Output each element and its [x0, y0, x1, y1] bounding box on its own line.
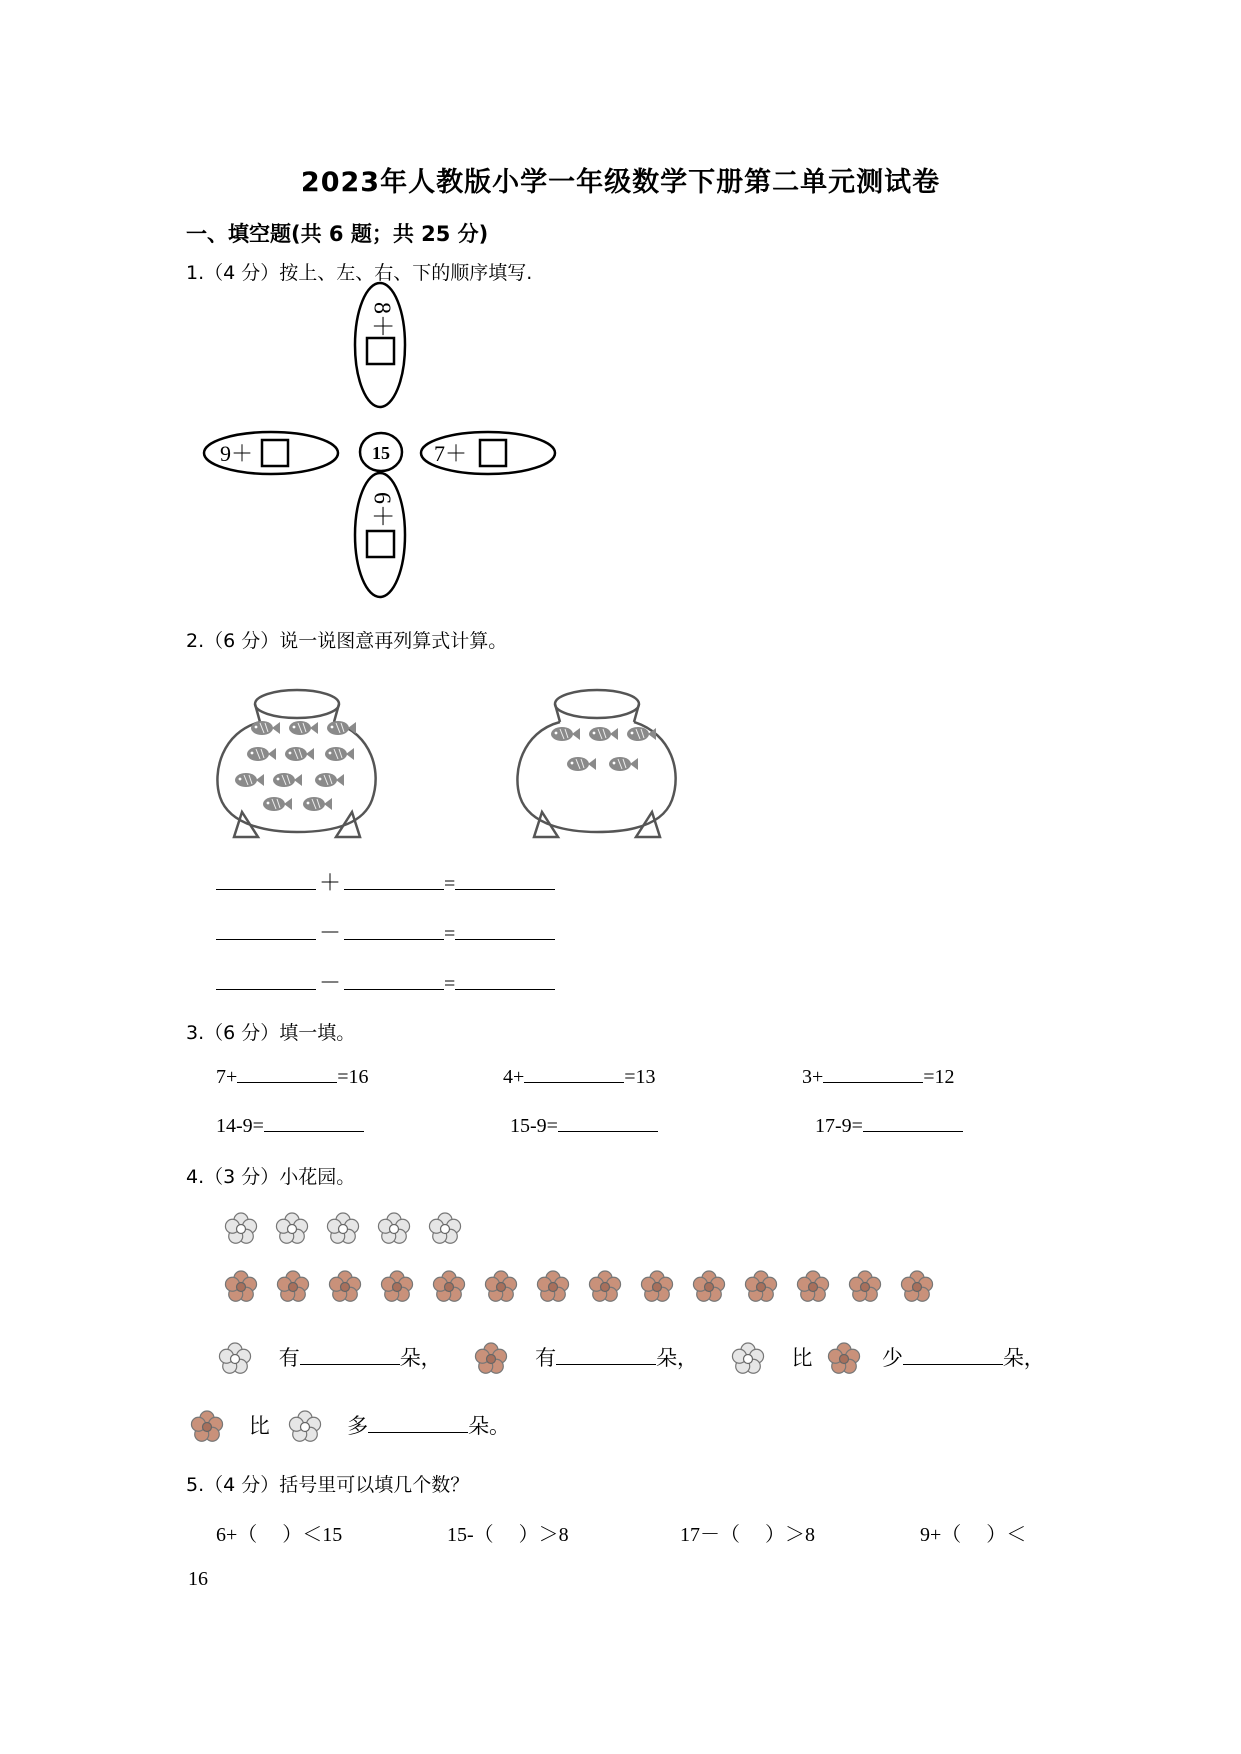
- pink-flower-icon: [536, 1270, 570, 1304]
- white-flower-icon: [377, 1212, 411, 1246]
- pink-flower-icon: [190, 1414, 224, 1438]
- q3-item: 7+ =16: [216, 1066, 369, 1088]
- fish-icon: [325, 747, 354, 761]
- q2-equation-1: ＋ =: [216, 866, 555, 897]
- question-2-text: 2.（6 分）说一说图意再列算式计算。: [186, 630, 508, 652]
- answer-blank[interactable]: [237, 1081, 337, 1083]
- left-answer-box: [262, 440, 288, 466]
- pink-flower-icon: [474, 1346, 508, 1370]
- answer-blank[interactable]: [558, 1130, 658, 1132]
- pink-flower-icon: [328, 1270, 362, 1304]
- answer-blank[interactable]: [455, 938, 555, 940]
- bottom-answer-box: [367, 531, 394, 557]
- q3-item: 4+ =13: [503, 1066, 656, 1088]
- question-5-text: 5.（4 分）括号里可以填几个数？: [186, 1474, 470, 1496]
- q3-item: 3+ =12: [802, 1066, 955, 1088]
- white-flower-icon: [224, 1212, 258, 1246]
- fish-icon: [327, 721, 356, 735]
- answer-blank[interactable]: [344, 988, 444, 990]
- q1-left-label: 9＋: [220, 441, 254, 466]
- q2-equation-3: － =: [216, 966, 555, 997]
- fish-icon: [303, 797, 332, 811]
- white-flower-icon: [428, 1212, 462, 1246]
- q1-diagram: [200, 280, 560, 600]
- pink-flower-icon: [827, 1346, 861, 1370]
- answer-blank[interactable]: [368, 1431, 468, 1433]
- q1-right-label: 7＋: [434, 441, 468, 466]
- fish-icon: [247, 747, 276, 761]
- pink-flower-icon: [380, 1270, 414, 1304]
- fish-icon: [285, 747, 314, 761]
- fish-icon: [589, 727, 618, 741]
- top-answer-box: [367, 338, 394, 364]
- right-answer-box: [480, 440, 506, 466]
- pink-flower-icon: [432, 1270, 466, 1304]
- answer-blank[interactable]: [863, 1130, 963, 1132]
- white-flower-icon: [218, 1346, 252, 1370]
- white-flower-icon: [731, 1346, 765, 1370]
- pink-flower-icon: [692, 1270, 726, 1304]
- pink-flower-icon: [900, 1270, 934, 1304]
- white-flower-icon: [288, 1414, 322, 1438]
- answer-blank[interactable]: [344, 888, 444, 890]
- q5-item: 9+（ ）＜: [920, 1524, 1027, 1546]
- fish-icon: [235, 773, 264, 787]
- fish-icon: [251, 721, 280, 735]
- fish-icon: [609, 757, 638, 771]
- fish-icon: [315, 773, 344, 787]
- fish-icon: [551, 727, 580, 741]
- pink-flower-icon: [744, 1270, 778, 1304]
- q1-bottom-label: 6＋: [368, 492, 395, 528]
- question-4-text: 4.（3 分）小花园。: [186, 1166, 356, 1188]
- answer-blank[interactable]: [216, 888, 316, 890]
- fish-bowl-left: [212, 682, 382, 842]
- pink-flower-icon: [224, 1270, 258, 1304]
- answer-blank[interactable]: [216, 938, 316, 940]
- pink-flower-icon: [848, 1270, 882, 1304]
- pink-flower-icon: [640, 1270, 674, 1304]
- q5-item: 6+（ ）＜15: [216, 1524, 343, 1546]
- answer-blank[interactable]: [344, 938, 444, 940]
- answer-blank[interactable]: [556, 1363, 656, 1365]
- fish-icon: [289, 721, 318, 735]
- section-heading: 一、填空题(共 6 题；共 25 分): [186, 222, 489, 246]
- pink-flower-icon: [276, 1270, 310, 1304]
- fish-icon: [273, 773, 302, 787]
- q3-item: 17-9=: [815, 1115, 963, 1138]
- question-1-text: 1.（4 分）按上、左、右、下的顺序填写.: [186, 262, 533, 284]
- q3-item: 14-9=: [216, 1115, 364, 1138]
- question-3-text: 3.（6 分）填一填。: [186, 1022, 356, 1044]
- answer-blank[interactable]: [216, 988, 316, 990]
- fish-icon: [263, 797, 292, 811]
- q4-sentence-2: 比 多 朵。: [190, 1410, 510, 1444]
- answer-blank[interactable]: [823, 1081, 923, 1083]
- q1-top-label: 8＋: [368, 302, 395, 338]
- fish-bowl-right: [512, 682, 682, 842]
- answer-blank[interactable]: [300, 1363, 400, 1365]
- q1-center-number: 15: [372, 443, 390, 463]
- answer-blank[interactable]: [903, 1363, 1003, 1365]
- q5-item: 15-（ ）＞8: [447, 1524, 569, 1546]
- q4-sentence-1: 有 朵， 有 朵， 比 少 朵，: [218, 1342, 1045, 1376]
- q5-item-wrap: 16: [188, 1568, 208, 1590]
- fish-icon: [567, 757, 596, 771]
- answer-blank[interactable]: [264, 1130, 364, 1132]
- pink-flower-icon: [588, 1270, 622, 1304]
- q2-equation-2: － =: [216, 916, 555, 947]
- pink-flower-icon: [796, 1270, 830, 1304]
- white-flower-icon: [326, 1212, 360, 1246]
- q5-item: 17－（ ）＞8: [680, 1524, 815, 1546]
- answer-blank[interactable]: [455, 988, 555, 990]
- answer-blank[interactable]: [455, 888, 555, 890]
- pink-flower-icon: [484, 1270, 518, 1304]
- q3-item: 15-9=: [510, 1115, 658, 1138]
- answer-blank[interactable]: [524, 1081, 624, 1083]
- page-title: 2023年人教版小学一年级数学下册第二单元测试卷: [300, 167, 941, 198]
- white-flower-icon: [275, 1212, 309, 1246]
